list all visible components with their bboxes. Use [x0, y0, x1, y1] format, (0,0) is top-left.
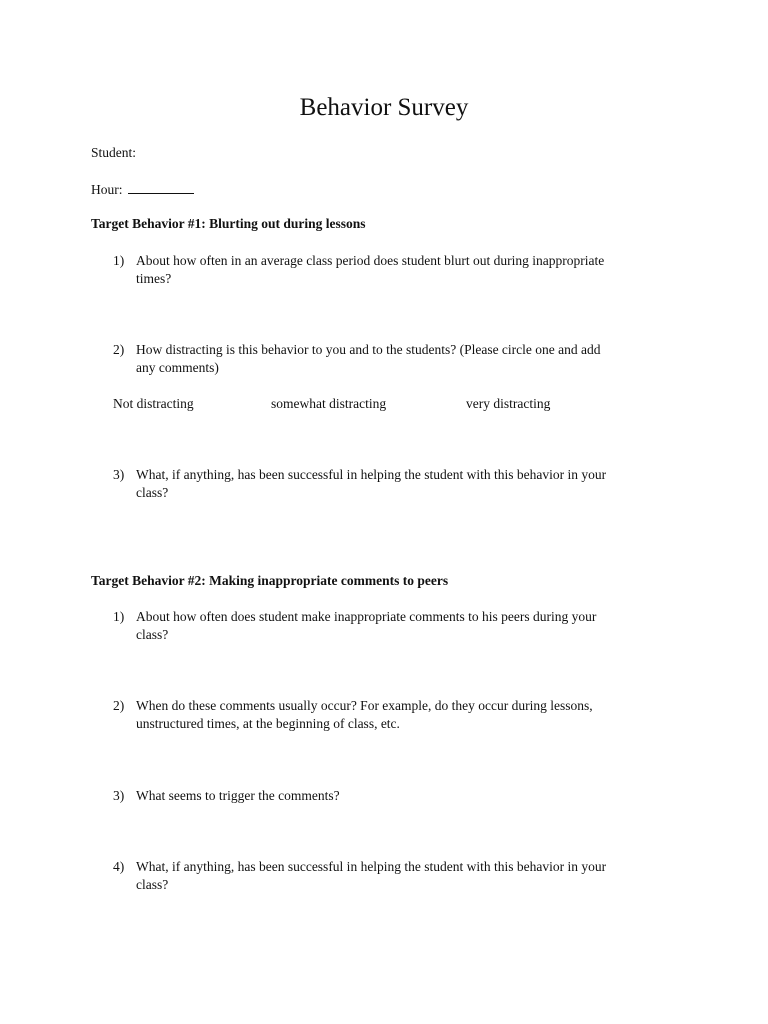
question-number: 1)	[113, 253, 125, 268]
question-text-line: class?	[136, 877, 169, 892]
question-text-line: How distracting is this behavior to you and to the students? (Please circle one and add	[136, 342, 601, 357]
question-number: 3)	[113, 788, 125, 803]
question-text-line: About how often in an average class period does student blurt out during inappropriate	[136, 253, 605, 268]
question-number: 2)	[113, 698, 125, 713]
question-text-line: unstructured times, at the beginning of class, etc.	[136, 716, 400, 731]
question-text-line: What seems to trigger the comments?	[136, 788, 340, 803]
hour-blank-line	[128, 180, 194, 194]
section-heading-1: Target Behavior #1: Blurting out during lessons	[91, 216, 366, 231]
student-field	[91, 144, 136, 162]
question-text-line: What, if anything, has been successful in helping the student with this behavior in your	[136, 467, 607, 482]
page-title: Behavior Survey	[299, 94, 469, 121]
question-number: 1)	[113, 609, 125, 624]
question-text-line: When do these comments usually occur? For example, do they occur during lessons,	[136, 698, 593, 713]
section-heading-2: Target Behavior #2: Making inappropriate comments to peers	[91, 573, 449, 588]
question-text-line: times?	[136, 271, 172, 286]
scale-option-not-distracting[interactable]: Not distracting	[113, 396, 194, 411]
question-number: 4)	[113, 859, 125, 874]
question-number: 3)	[113, 467, 125, 482]
question-text-line: any comments)	[136, 360, 219, 375]
question-text-line: class?	[136, 485, 169, 500]
scale-option-somewhat-distracting[interactable]: somewhat distracting	[271, 396, 387, 411]
question-text-line: About how often does student make inappropriate comments to his peers during your	[136, 609, 597, 624]
question-text-line: class?	[136, 627, 169, 642]
hour-field	[91, 180, 194, 199]
question-number: 2)	[113, 342, 125, 357]
student-label: Student:	[91, 145, 137, 160]
question-text-line: What, if anything, has been successful in helping the student with this behavior in your	[136, 859, 607, 874]
scale-option-very-distracting[interactable]: very distracting	[466, 396, 551, 411]
hour-label: Hour:	[91, 182, 123, 197]
